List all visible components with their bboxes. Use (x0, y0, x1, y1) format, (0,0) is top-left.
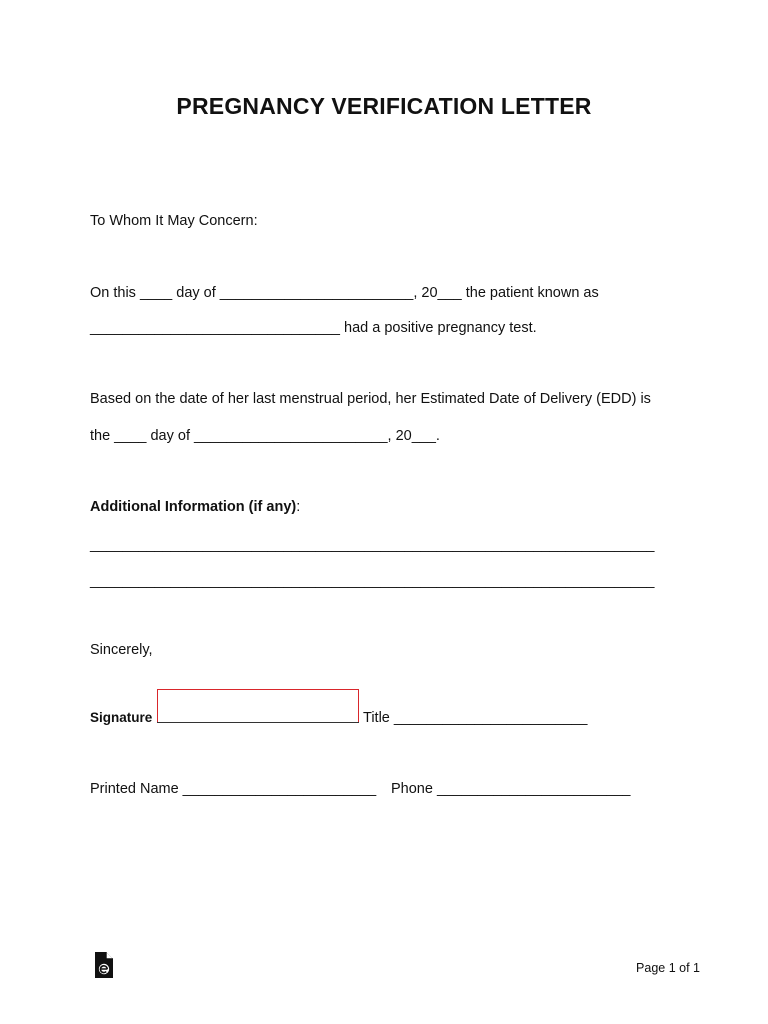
additional-info-heading (90, 498, 300, 516)
paragraph1-line2: _______________________________ had a positive pregnancy test. (90, 320, 537, 336)
page-number: Page 1 of 1 (636, 961, 700, 975)
phone-field[interactable]: Phone ________________________ (391, 781, 631, 797)
additional-info-colon: : (296, 499, 301, 515)
printed-name-field[interactable]: Printed Name ________________________ (90, 781, 377, 797)
eforms-logo-icon (92, 951, 116, 979)
additional-info-label: Additional Information (if any) (90, 499, 297, 515)
paragraph1-line1: On this ____ day of ________________________, 20___ the patient known as (90, 285, 599, 301)
title-field[interactable]: Title ________________________ (363, 710, 588, 726)
signature-field[interactable] (157, 689, 359, 723)
signature-underline (157, 722, 359, 723)
paragraph2-line2: the ____ day of ________________________, 20___. (90, 428, 440, 444)
paragraph2-line1: Based on the date of her last menstrual period, her Estimated Date of Delivery (EDD) is (90, 391, 651, 407)
signature-label: Signature (90, 710, 153, 725)
closing-text: Sincerely, (90, 642, 153, 658)
additional-info-field-2[interactable]: ______________________________________________________________________ (90, 573, 655, 589)
document-title: PREGNANCY VERIFICATION LETTER (176, 93, 592, 119)
salutation: To Whom It May Concern: (90, 213, 258, 229)
additional-info-field-1[interactable]: ______________________________________________________________________ (90, 537, 655, 553)
